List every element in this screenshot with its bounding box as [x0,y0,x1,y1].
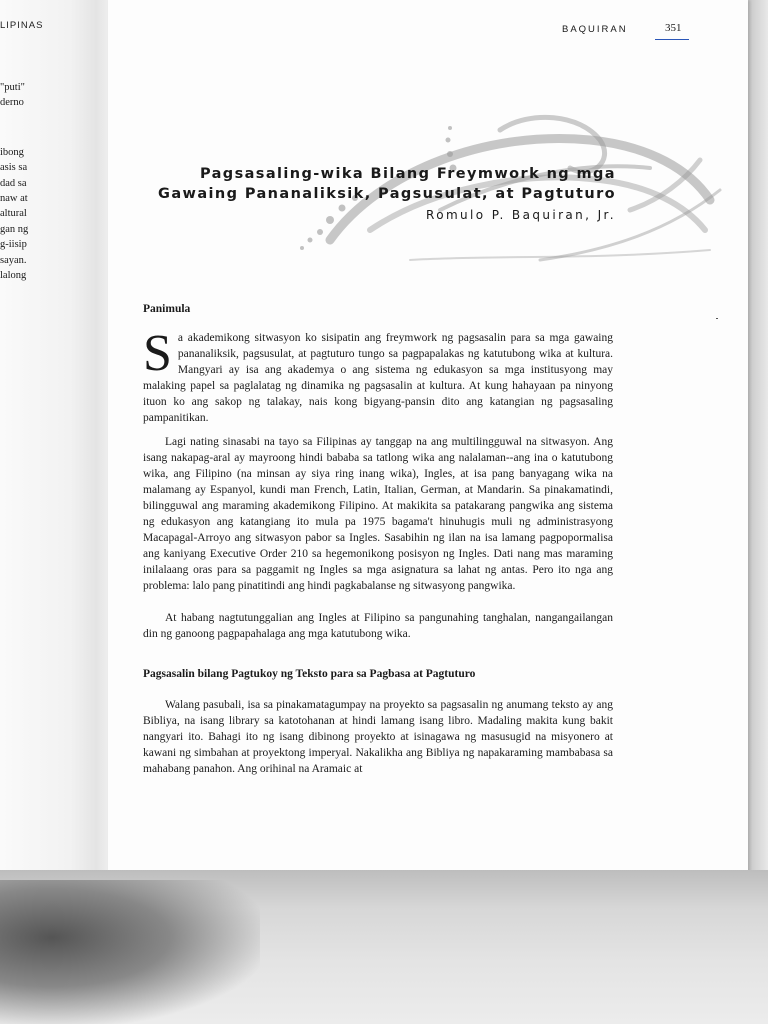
left-page-fragment: "puti" [0,82,25,93]
left-page-fragment: altural [0,208,27,220]
article-title [128,164,616,204]
paragraph: At habang nagtutunggalian ang Ingles at Filipino sa pangunahing tanghalan, nangangailangan din ng ganoong pagpapahalaga ang mga katutubong wika. [143,612,613,640]
left-page-fragment: derno [0,97,24,109]
section-heading: Panimula [143,303,191,315]
section-body [143,325,613,426]
article-title-line: Gawaing Pananaliksik, Pagsusulat, at Pagtuturo [158,186,616,202]
left-page-fragment: lalong [0,270,27,282]
left-page-fragment: g-iisip [0,239,27,251]
left-page-fragment: naw at [0,193,28,205]
left-page-fragment: sayan. [0,254,27,266]
drop-cap: S [143,325,172,382]
section-body [143,697,613,777]
section-body [143,434,613,594]
left-page-fragment: ibong [0,146,24,158]
page-number-underline [655,39,689,40]
running-head: BAQUIRAN [562,24,628,35]
left-page-fragment: gan ng [0,223,29,235]
left-page-fragment: dad sa [0,177,27,189]
paragraph [143,325,613,426]
page-mark [716,318,718,319]
page-number: 351 [665,22,682,34]
left-page-fragment: asis sa [0,162,28,174]
article-author: Romulo P. Baquiran, Jr. [426,208,616,222]
section-body [143,610,613,642]
paragraph-text: a akademikong sitwasyon ko sisipatin ang freymwork ng pagsasalin para sa mga gawaing pananaliksik, pagsusulat, at pagtuturo tungo sa pagpapalakas ng katutubong wika at kultura. Mangyari ay isa ang akademya o ang sistema ng edukasyon sa mga institusyong may malaking papel sa paglalatag ng dinamika ng pagsasalin at kultura. At kung hahayaan pa ninyong ituon ko ang sakop ng talakay, nais kong bigyang-pansin dito ang katangian ng pagsasaling pampanitikan. [143,332,613,424]
section-heading: Pagsasalin bilang Pagtukoy ng Teksto para sa Pagbasa at Pagtuturo [143,668,476,680]
left-page [0,0,100,900]
paragraph: Walang pasubali, isa sa pinakamatagumpay na proyekto sa pagsasalin ng anumang teksto ay ang Bibliya, na isang library sa katotohanan at hindi lamang isang libro. Madaling makita kung bakit nangyari ito. Bahagi ito ng isang dibinong proyekto at isinagawa ng masusugid na misyonero at kawani ng simbahan at proyektong imperyal. Nakalikha ang Bibliya ng napakaraming mambabasa sa mahabang panahon. Ang orihinal na Aramaic at [143,699,613,775]
left-page-running-head: LIPINAS [0,20,44,31]
bottom-dark-shadow [0,880,260,1024]
article-title-line: Pagsasaling-wika Bilang Freymwork ng mga [199,166,616,182]
left-page-text-fragments [0,80,28,283]
paragraph: Lagi nating sinasabi na tayo sa Filipinas ay tanggap na ang multilingguwal na sitwasyon. Ang isang nakapag-aral ay mayroong hindi bababa sa tatlong wika ang nalalaman--ang ina o katutubong wika, ang Filipino (na minsan ay siya ring inang wika), Ingles, at isa pang banyagang wika na malamang ay Espanyol, kundi man French, Latin, Italian, German, at Mandarin. Sa pinakamatindi, bilingguwal ang maraming akademikong Filipino. At makikita sa patakarang pangwika ang sistema ng edukasyon ang katangiang ito mula pa 1975 bagama't hinuhugis muli ng administrasyong Macapagal-Arroyo ang sitwasyon pabor sa Ingles. Sasabihin ng ilan na isa lamang pagpopormalisa ang kaniyang Executive Order 210 sa hegemonikong posisyon ng Ingles. Dati nang mas maraming inilalaang oras para sa paggamit ng Ingles sa mga asignatura sa lahat ng antas. Pero ito nga ang problema: lalo pang pinatitindi ang hindi pagkabalanse ng sitwasyong pangwika. [143,436,613,592]
